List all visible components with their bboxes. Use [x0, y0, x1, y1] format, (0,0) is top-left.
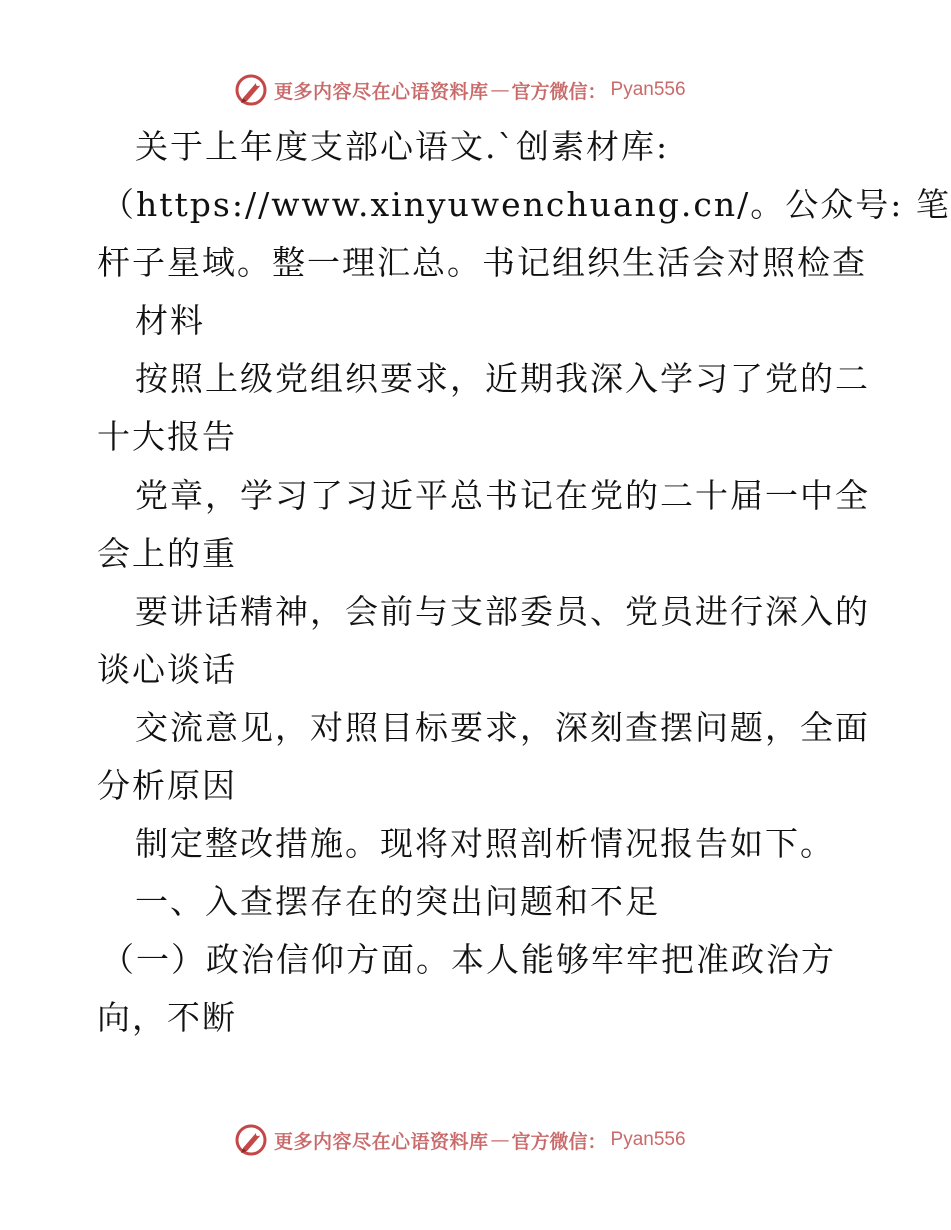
text-line: 制定整改措施。现将对照剖析情况报告如下。: [135, 824, 835, 864]
text-line: 党章，学习了习近平总书记在党的二十届一中全: [135, 475, 870, 515]
watermark-site-text: 更多内容尽在心语资料库: [274, 1130, 489, 1153]
text-line: （一）政治信仰方面。本人能够牢牢把准政治方: [101, 940, 836, 980]
text-line: 谈心谈话: [97, 649, 237, 689]
watermark-label: 官方微信：: [511, 1130, 607, 1153]
watermark-separator: —: [490, 1129, 510, 1151]
text-line: 按照上级党组织要求，近期我深入学习了党的二: [135, 359, 870, 399]
watermark-separator: —: [490, 79, 510, 101]
watermark-wechat-id: Pyan556: [610, 79, 686, 100]
text-line: 十大报告: [97, 417, 237, 457]
text-line: 分析原因: [97, 766, 237, 806]
footer-watermark: [234, 1120, 754, 1160]
pen-logo-icon: [234, 73, 268, 107]
text-line: 一、入查摆存在的突出问题和不足: [135, 882, 660, 922]
pen-logo-icon: [234, 1123, 268, 1157]
header-watermark: [234, 70, 754, 110]
document-body: [97, 118, 951, 1048]
text-line: 杆子星域。整一理汇总。书记组织生活会对照检查: [97, 243, 867, 283]
text-line: 材料: [135, 301, 205, 341]
text-line: （https://www.xinyuwenchuang.cn/。公众号: 笔: [101, 185, 951, 225]
watermark-label: 官方微信：: [511, 80, 607, 103]
text-line: 要讲话精神，会前与支部委员、党员进行深入的: [135, 591, 870, 631]
text-line: 向，不断: [97, 998, 237, 1038]
watermark-site-text: 更多内容尽在心语资料库: [274, 80, 489, 103]
text-line: 会上的重: [97, 533, 237, 573]
text-line: 交流意见，对照目标要求，深刻查摆问题，全面: [135, 707, 870, 747]
watermark-wechat-id: Pyan556: [610, 1129, 686, 1150]
text-line: 关于上年度支部心语文.`创素材库:: [135, 127, 670, 166]
